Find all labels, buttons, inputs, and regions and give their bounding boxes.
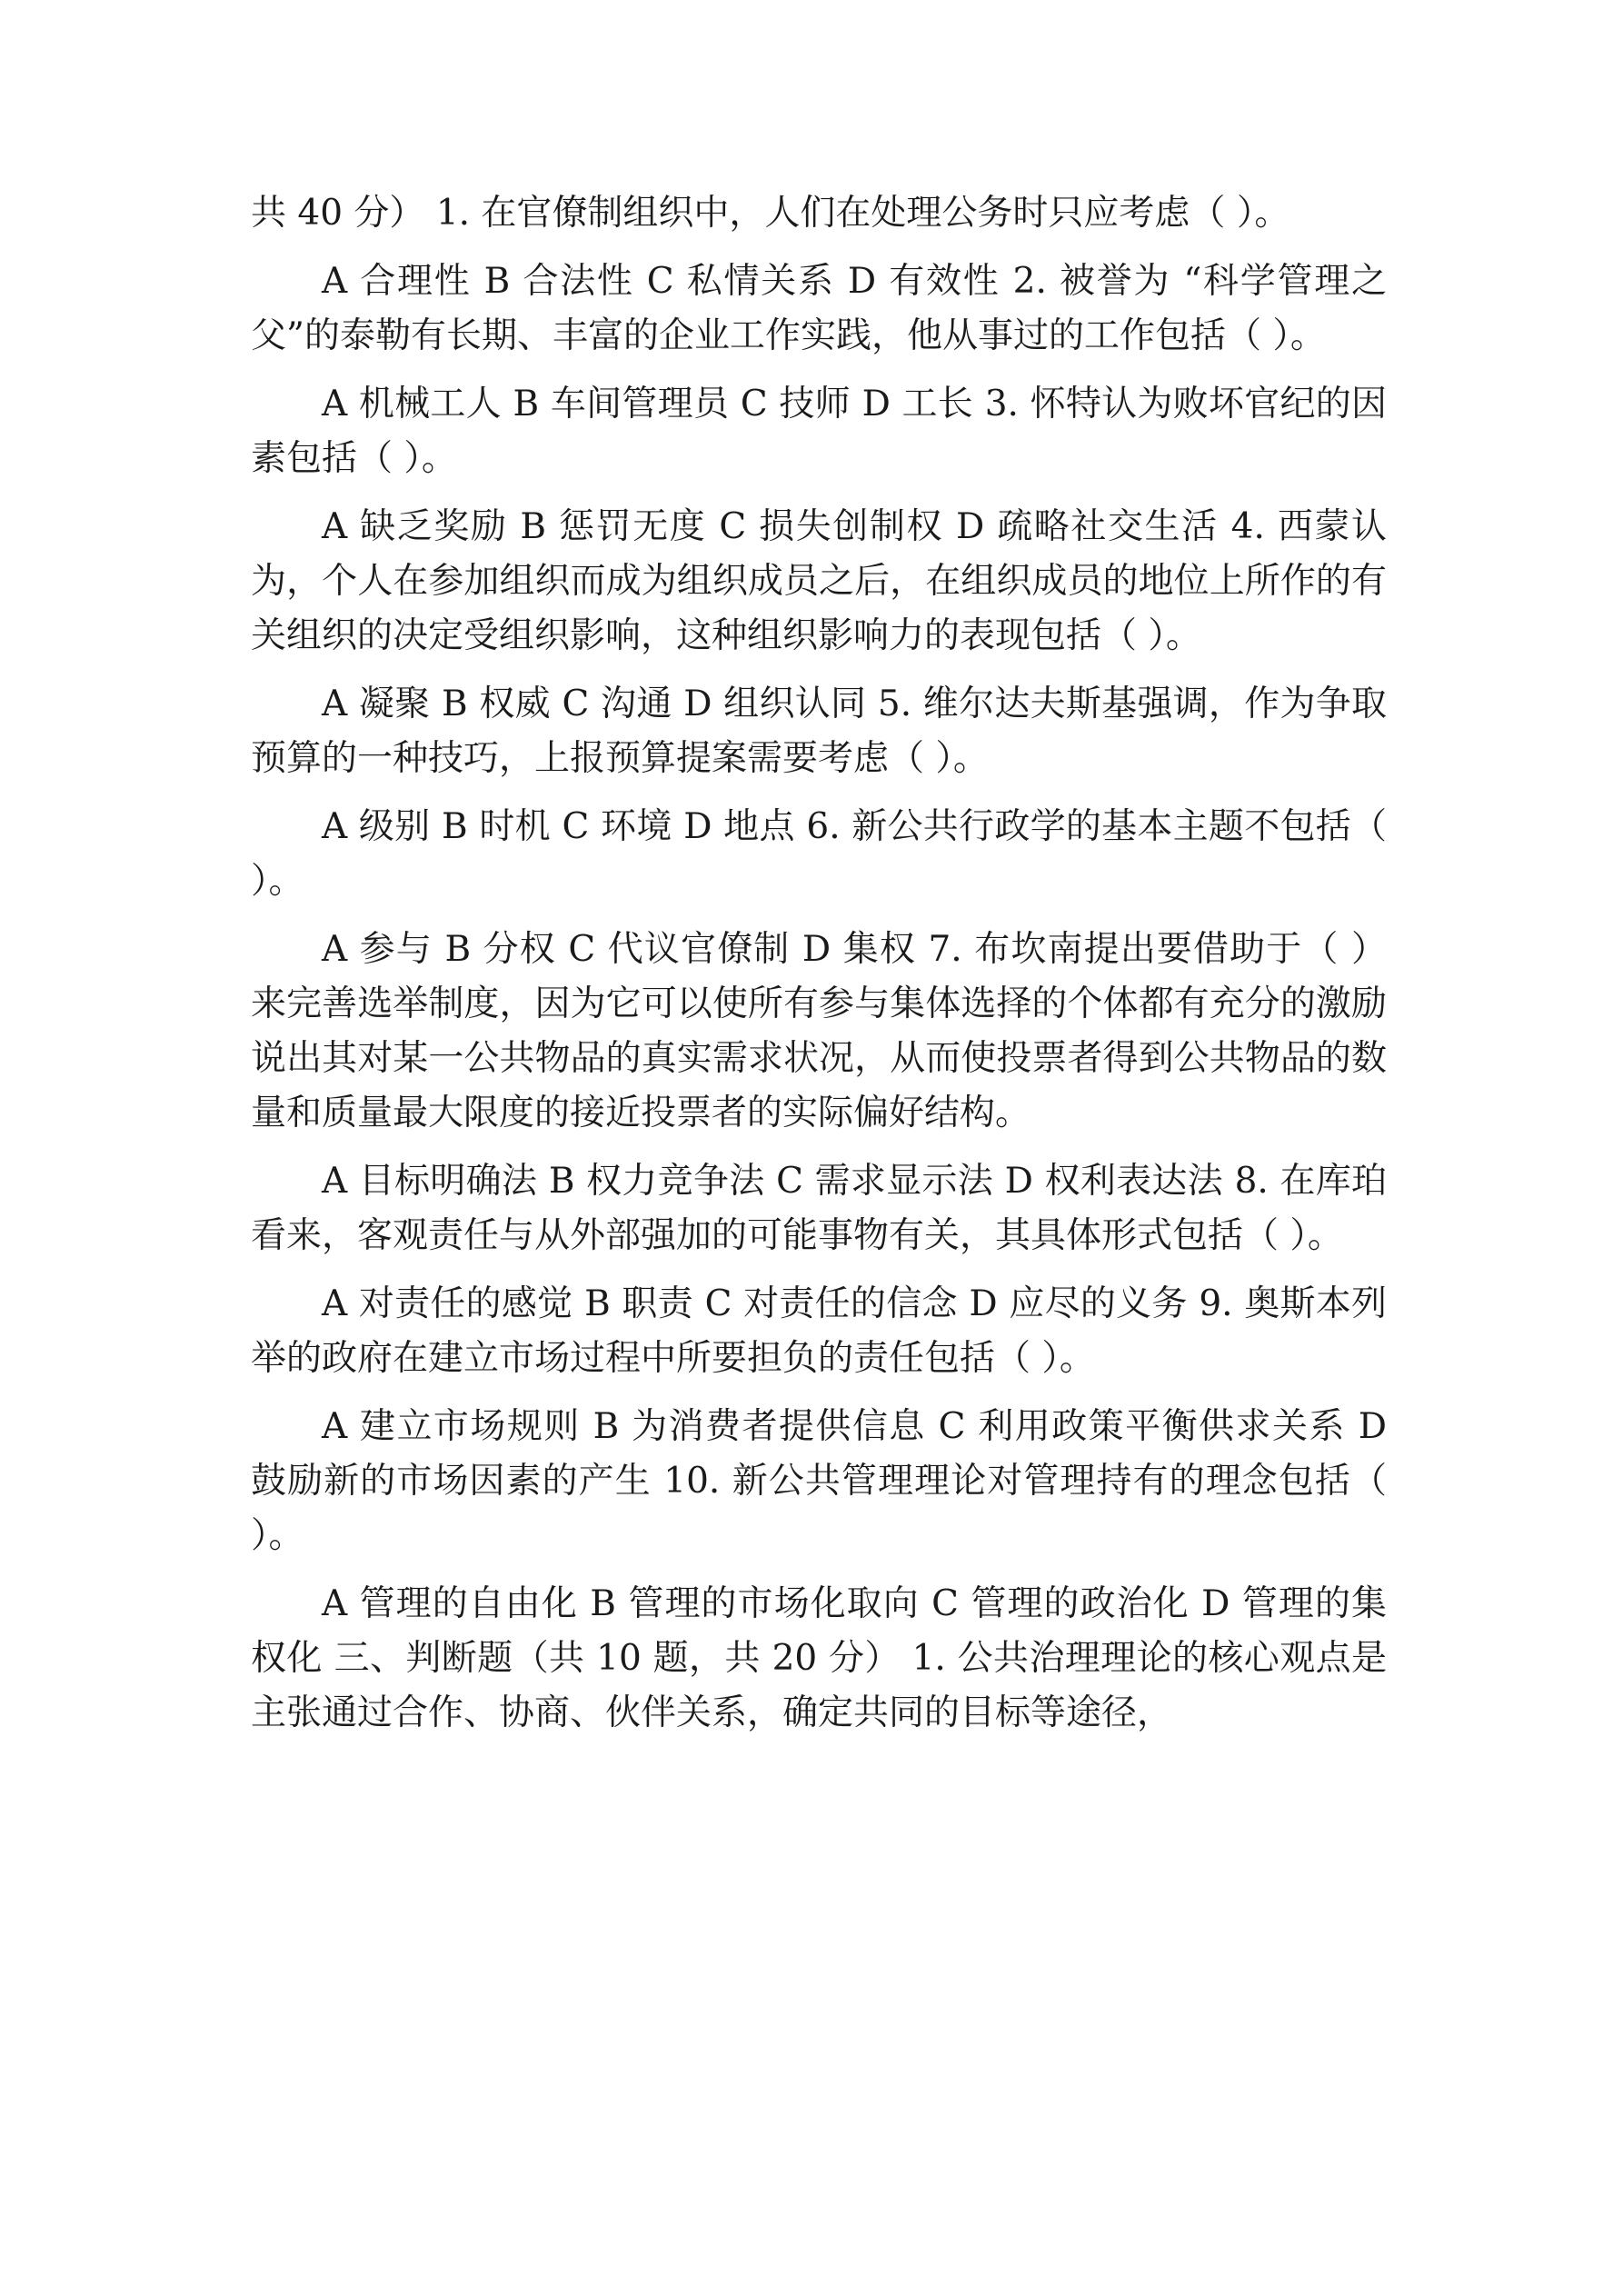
paragraph-1: 共 40 分） 1. 在官僚制组织中，人们在处理公务时只应考虑（ ）。 [251, 193, 1290, 234]
paragraph-6: A 级别 B 时机 C 环境 D 地点 6. 新公共行政学的基本主题不包括（ ）。 [251, 806, 1387, 902]
paragraph-11: A 管理的自由化 B 管理的市场化取向 C 管理的政治化 D 管理的集权化 三、判断题（共 10 题，共 20 分） 1. 公共治理理论的核心观点是主张通过合作、协商、伙伴关系，确定共同的目标等途径， [251, 1583, 1387, 1733]
paragraph-7: A 参与 B 分权 C 代议官僚制 D 集权 7. 布坎南提出要借助于（ ）来完善选举制度，因为它可以使所有参与集体选择的个体都有充分的激励说出其对某一公共物品的真实需求状况，从而使投票者得到公共物品的数量和质量最大限度的接近投票者的实际偏好结构。 [251, 929, 1387, 1133]
document-body [251, 186, 1387, 1754]
paragraph-4: A 缺乏奖励 B 惩罚无度 C 损失创制权 D 疏略社交生活 4. 西蒙认为，个人在参加组织而成为组织成员之后，在组织成员的地位上所作的有关组织的决定受组织影响，这种组织影响力的表现包括（ ）。 [251, 506, 1387, 656]
paragraph-3: A 机械工人 B 车间管理员 C 技师 D 工长 3. 怀特认为败坏官纪的因素包括（ ）。 [251, 384, 1387, 479]
paragraph-2: A 合理性 B 合法性 C 私情关系 D 有效性 2. 被誉为 “科学管理之父”的泰勒有长期、丰富的企业工作实践，他从事过的工作包括（ ）。 [251, 261, 1387, 356]
paragraph-5: A 凝聚 B 权威 C 沟通 D 组织认同 5. 维尔达夫斯基强调，作为争取预算的一种技巧，上报预算提案需要考虑（ ）。 [251, 684, 1387, 779]
paragraph-9: A 对责任的感觉 B 职责 C 对责任的信念 D 应尽的义务 9. 奥斯本列举的政府在建立市场过程中所要担负的责任包括（ ）。 [251, 1283, 1387, 1379]
paragraph-8: A 目标明确法 B 权力竞争法 C 需求显示法 D 权利表达法 8. 在库珀看来，客观责任与从外部强加的可能事物有关，其具体形式包括（ ）。 [251, 1161, 1387, 1256]
paragraph-10: A 建立市场规则 B 为消费者提供信息 C 利用政策平衡供求关系 D 鼓励新的市场因素的产生 10. 新公共管理理论对管理持有的理念包括（ ）。 [251, 1406, 1387, 1556]
